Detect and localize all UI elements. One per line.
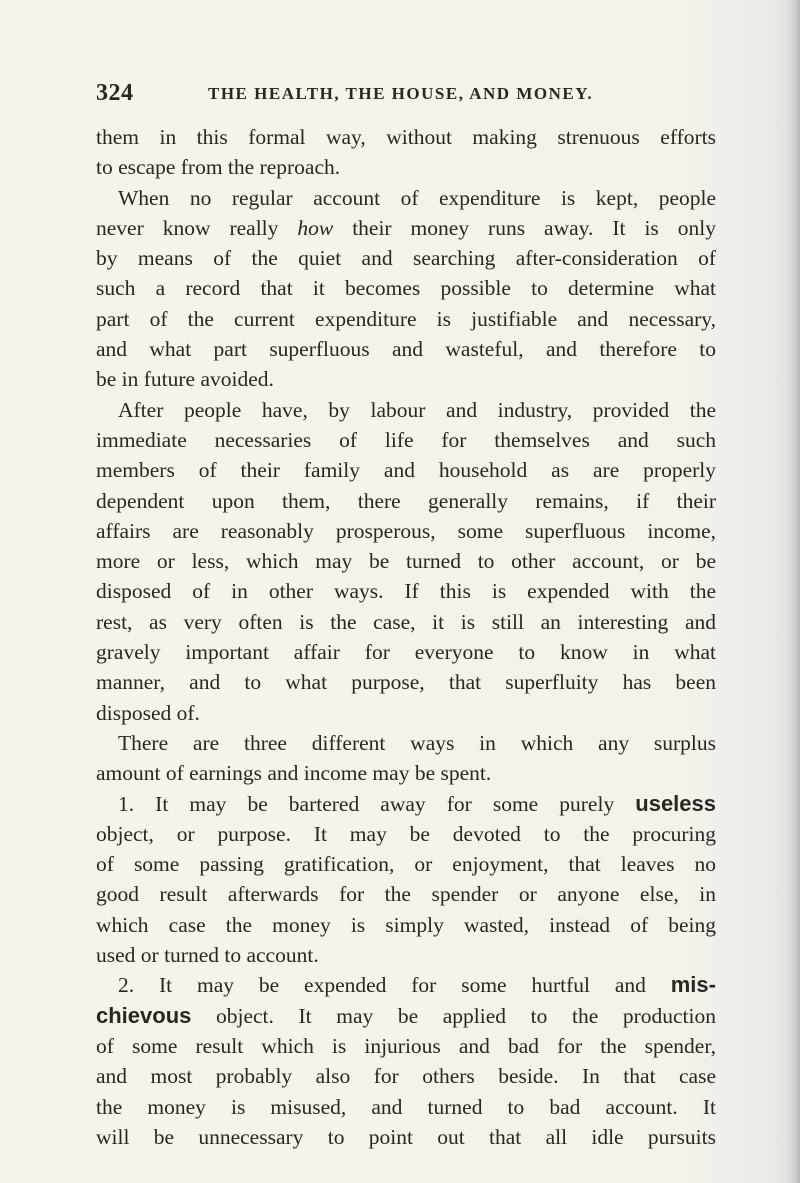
text-line: object, or purpose. It may be devoted to the procuring [96,821,716,846]
text-line: There are three different ways in which any surplus [118,730,716,755]
text-line: more or less, which may be turned to other account, or be [96,549,716,574]
text-line: of some result which is injurious and bad for the spender, [96,1033,716,1058]
page-number: 324 [96,80,134,106]
emphasis-useless: useless [635,790,716,816]
text-line: members of their family and household as are properly [96,458,716,483]
emphasis-mischievous-part2: chievous [96,1002,192,1028]
text-line: will be unnecessary to point out that all idle pursuits [96,1124,716,1149]
text-line: and what part superfluous and wasteful, and therefore to [96,337,716,362]
text-line: immediate necessaries of life for themselves and such [96,427,716,452]
text-line: used or turned to account. [96,943,319,968]
page-edge-shadow [786,0,800,1183]
text-span: 1. It may be bartered away for some purely [118,791,636,816]
text-line: them in this formal way, without making strenuous efforts [96,125,716,149]
text-line [96,1001,716,1031]
text-line: After people have, by labour and industry, provided the [118,397,716,422]
text-line [96,789,716,819]
text-line: such a record that it becomes possible to determine what [96,276,716,301]
page-header [96,80,736,110]
text-line: which case the money is simply wasted, instead of being [96,912,716,937]
text-line: to escape from the reproach. [96,155,341,180]
text-line [96,213,716,243]
text-span: never know really [96,215,298,240]
emphasis-mischievous-part1: mis- [670,972,716,998]
text-line: by means of the quiet and searching after-consideration of [96,246,716,271]
body-text [96,122,716,1152]
text-span: object. It may be applied to the production [191,1003,716,1028]
text-line: part of the current expenditure is justifiable and necessary, [96,306,716,331]
text-line: the money is misused, and turned to bad account. It [96,1094,716,1119]
text-line: be in future avoided. [96,367,274,392]
text-line: of some passing gratification, or enjoyment, that leaves no [96,852,716,877]
italic-word: how [297,215,334,240]
text-line: disposed of. [96,700,200,725]
text-span: 2. It may be expended for some hurtful and [118,973,671,998]
text-line: good result afterwards for the spender or anyone else, in [96,882,716,907]
running-head: THE HEALTH, THE HOUSE, AND MONEY. [208,84,594,103]
text-span: their money runs away. It is only [333,215,716,240]
text-line: and most probably also for others beside. In that case [96,1064,716,1089]
text-line [96,970,716,1000]
text-line: disposed of in other ways. If this is expended with the [96,579,716,604]
text-line: affairs are reasonably prosperous, some superfluous income, [96,518,716,543]
text-line: manner, and to what purpose, that superfluity has been [96,670,716,695]
text-line: dependent upon them, there generally remains, if their [96,488,716,513]
text-line: amount of earnings and income may be spent. [96,761,492,786]
text-line: rest, as very often is the case, it is still an interesting and [96,609,716,634]
text-line: When no regular account of expenditure is kept, people [118,185,716,210]
text-line: gravely important affair for everyone to know in what [96,640,716,665]
